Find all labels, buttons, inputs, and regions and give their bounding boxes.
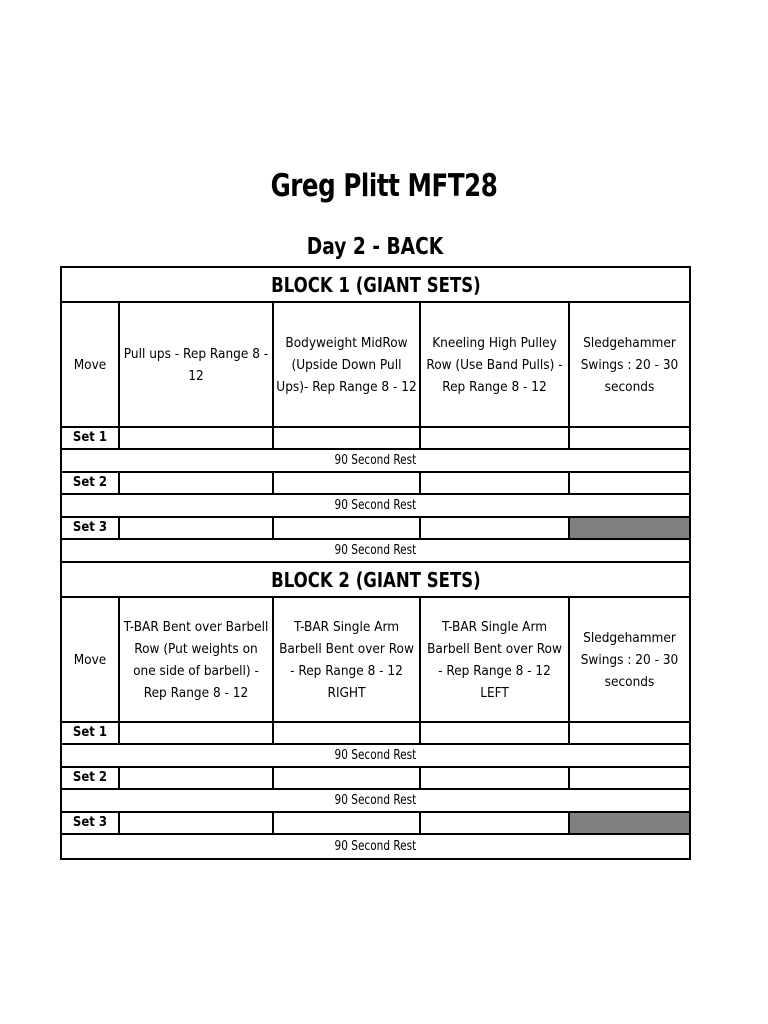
exercise-cell: Bodyweight MidRow (Upside Down Pull Ups)- Rep Range 8 - 12 [274, 303, 421, 426]
set-label: Set 3 [62, 518, 120, 538]
block-1-exercise-row [62, 303, 689, 428]
block-2-set-3-row [62, 813, 689, 835]
rest-row: 90 Second Rest [62, 540, 689, 563]
page-title: Greg Plitt MFT28 [270, 168, 498, 204]
exercise-cell: T-BAR Single Arm Barbell Bent over Row - Rep Range 8 - 12 LEFT [421, 598, 570, 721]
set-label: Set 1 [62, 723, 120, 743]
rest-row: 90 Second Rest [62, 450, 689, 473]
entry-cell[interactable] [421, 723, 570, 743]
move-label: Move [62, 303, 120, 426]
shaded-cell [570, 518, 689, 538]
block-2-heading: BLOCK 2 (GIANT SETS) [62, 563, 689, 598]
entry-cell[interactable] [120, 518, 274, 538]
exercise-cell: T-BAR Bent over Barbell Row (Put weights on one side of barbell) - Rep Range 8 - 12 [120, 598, 274, 721]
rest-row: 90 Second Rest [62, 745, 689, 768]
set-label: Set 1 [62, 428, 120, 448]
entry-cell[interactable] [274, 428, 421, 448]
entry-cell[interactable] [274, 768, 421, 788]
entry-cell[interactable] [570, 768, 689, 788]
rest-row: 90 Second Rest [62, 790, 689, 813]
block-1-set-1-row [62, 428, 689, 450]
block-2-set-1-row [62, 723, 689, 745]
entry-cell[interactable] [120, 428, 274, 448]
entry-cell[interactable] [570, 473, 689, 493]
entry-cell[interactable] [120, 473, 274, 493]
set-label: Set 2 [62, 768, 120, 788]
entry-cell[interactable] [570, 723, 689, 743]
exercise-cell: T-BAR Single Arm Barbell Bent over Row - Rep Range 8 - 12 RIGHT [274, 598, 421, 721]
set-label: Set 2 [62, 473, 120, 493]
entry-cell[interactable] [274, 518, 421, 538]
entry-cell[interactable] [120, 813, 274, 833]
entry-cell[interactable] [120, 768, 274, 788]
page-subtitle: Day 2 - BACK [306, 234, 444, 260]
block-1-set-2-row [62, 473, 689, 495]
entry-cell[interactable] [274, 813, 421, 833]
move-label: Move [62, 598, 120, 721]
entry-cell[interactable] [274, 473, 421, 493]
entry-cell[interactable] [421, 473, 570, 493]
rest-row: 90 Second Rest [334, 839, 417, 854]
exercise-cell: Sledgehammer Swings : 20 - 30 seconds [580, 629, 679, 690]
block-2-exercise-row [62, 598, 689, 723]
block-1-set-3-row [62, 518, 689, 540]
block-1-heading: BLOCK 1 (GIANT SETS) [62, 268, 689, 303]
entry-cell[interactable] [274, 723, 421, 743]
entry-cell[interactable] [421, 813, 570, 833]
block-2-set-2-row [62, 768, 689, 790]
workout-table [60, 266, 691, 860]
set-label: Set 3 [62, 813, 120, 833]
entry-cell[interactable] [120, 723, 274, 743]
exercise-cell: Sledgehammer Swings : 20 - 30 seconds [580, 334, 679, 395]
entry-cell[interactable] [421, 428, 570, 448]
entry-cell[interactable] [421, 518, 570, 538]
rest-row: 90 Second Rest [62, 495, 689, 518]
entry-cell[interactable] [570, 428, 689, 448]
entry-cell[interactable] [421, 768, 570, 788]
exercise-cell: Pull ups - Rep Range 8 - 12 [120, 303, 274, 426]
exercise-cell: Kneeling High Pulley Row (Use Band Pulls) - Rep Range 8 - 12 [421, 303, 570, 426]
shaded-cell [570, 813, 689, 833]
